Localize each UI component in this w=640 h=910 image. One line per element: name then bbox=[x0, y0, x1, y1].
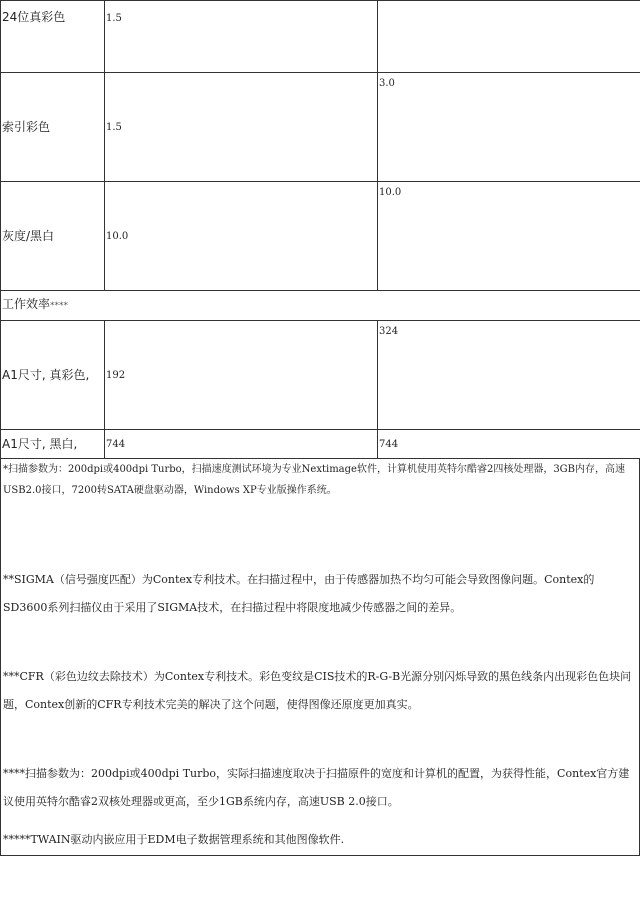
row-label: A1尺寸, 黑白, bbox=[1, 430, 105, 459]
table-cell: 3.0 bbox=[378, 73, 640, 182]
row-label: 索引彩色 bbox=[1, 73, 105, 182]
row-label: 灰度/黑白 bbox=[1, 182, 105, 291]
table-row bbox=[1, 73, 640, 182]
row-label: 24位真彩色 bbox=[1, 1, 105, 73]
footnote-5: *****TWAIN驱动内嵌应用于EDM电子数据管理系统和其他图像软件. bbox=[3, 833, 345, 846]
table-row bbox=[1, 321, 640, 430]
table-row bbox=[1, 1, 640, 73]
footnote-4: ****扫描参数为：200dpi或400dpi Turbo，实际扫描速度取决于扫描原件的宽度和计算机的配置，为获得性能，Contex官方建议使用英特尔酷睿2双核处理器或更高，至少1GB系统内存，高速USB 2.0接口。 bbox=[3, 767, 630, 808]
footnote-3: ***CFR（彩色边纹去除技术）为Contex专利技术。彩色变纹是CIS技术的R-G-B光源分别闪烁导致的黑色线条内出现彩色色块问题，Contex创新的CFR专利技术完美的解决了这个问题，使得图像还原度更加真实。 bbox=[3, 670, 632, 711]
table-cell: 10.0 bbox=[378, 182, 640, 291]
footnote-2: **SIGMA（信号强度匹配）为Contex专利技术。在扫描过程中，由于传感器加热不均匀可能会导致图像问题。Contex的SD3600系列扫描仪由于采用了SIGMA技术，在扫描过程中将限度地减少传感器之间的差异。 bbox=[3, 573, 595, 614]
table-cell: 192 bbox=[105, 321, 378, 430]
table-row bbox=[1, 182, 640, 291]
footnotes bbox=[0, 458, 640, 856]
table-cell: 744 bbox=[105, 430, 378, 459]
section-heading bbox=[1, 291, 640, 321]
table-row bbox=[1, 430, 640, 459]
section-title: 工作效率 bbox=[2, 297, 51, 311]
table-cell bbox=[378, 1, 640, 73]
table-cell: 10.0 bbox=[105, 182, 378, 291]
table-cell: 324 bbox=[378, 321, 640, 430]
section-row bbox=[1, 291, 640, 321]
section-footnote-marker: **** bbox=[50, 301, 69, 311]
table-cell: 1.5 bbox=[105, 1, 378, 73]
table-cell: 744 bbox=[378, 430, 640, 459]
row-label: A1尺寸, 真彩色, bbox=[1, 321, 105, 430]
table-cell: 1.5 bbox=[105, 73, 378, 182]
footnote-1: *扫描参数为：200dpi或400dpi Turbo，扫描速度测试环境为专业Nextimage软件，计算机使用英特尔酷睿2四核处理器，3GB内存，高速USB2.0接口，7200转SATA硬盘驱动器，Windows XP专业版操作系统。 bbox=[3, 464, 626, 496]
